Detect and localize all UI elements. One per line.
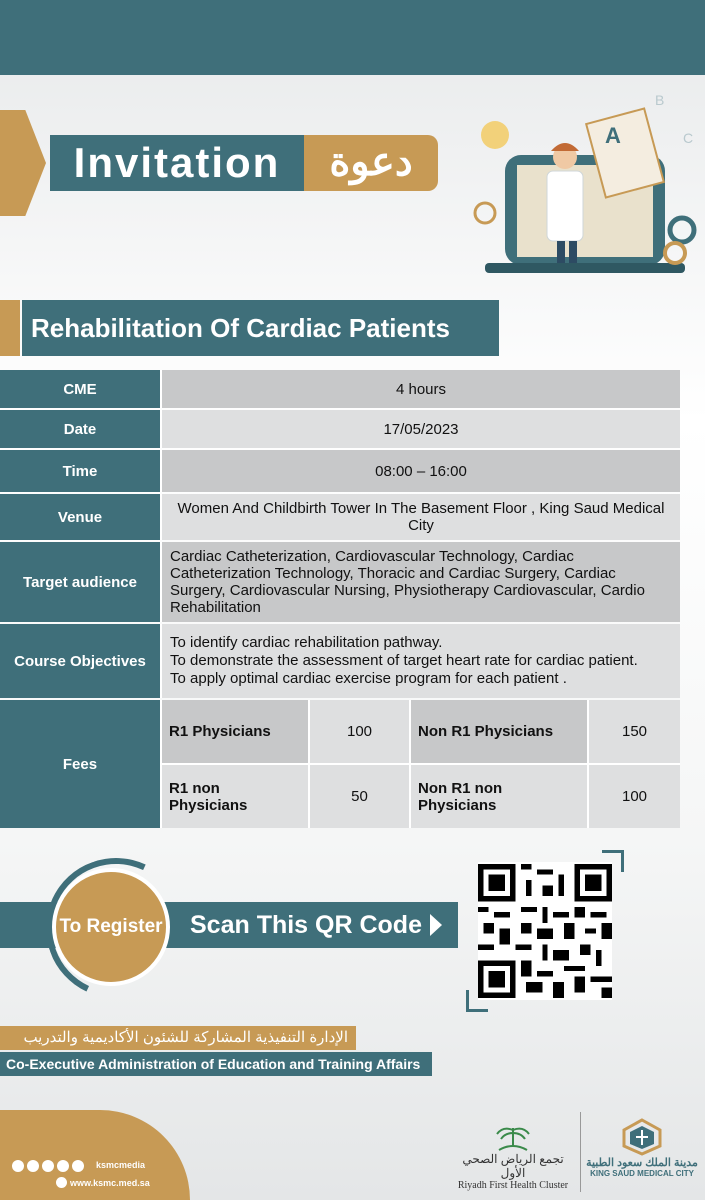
title-tab-decoration bbox=[0, 300, 20, 356]
time-row bbox=[0, 450, 680, 492]
qr-code-icon[interactable] bbox=[478, 862, 612, 1000]
rfhc-logo bbox=[450, 1122, 576, 1192]
play-arrow-icon bbox=[430, 914, 442, 936]
svg-text:A: A bbox=[605, 123, 621, 148]
rfhc-name-en: Riyadh First Health Cluster bbox=[457, 1180, 569, 1191]
register-circle: To Register bbox=[52, 868, 170, 986]
audience-label: Target audience bbox=[0, 542, 162, 622]
fee-amount: 150 bbox=[588, 700, 680, 764]
admin-name-ar: الإدارة التنفيذية المشاركة للشئون الأكاديمية والتدريب bbox=[0, 1026, 356, 1050]
cme-row bbox=[0, 370, 680, 408]
audience-value: Cardiac Catheterization, Cardiovascular Technology, Cardiac Catheterization Technology, Thoracic and Cardiac Surgery, Cardiac Surgery, Cardiovascular Nursing, Physiotherapy Cardiovascular, Cardio Rehabilitation bbox=[162, 542, 680, 622]
footer-divider bbox=[580, 1112, 581, 1192]
rfhc-name-ar: تجمع الرياض الصحي الأول bbox=[462, 1152, 564, 1180]
objectives-row bbox=[0, 624, 680, 698]
doctor-illustration bbox=[455, 85, 705, 285]
svg-text:C: C bbox=[683, 130, 694, 146]
fees-table-row bbox=[162, 764, 680, 828]
fees-table-row bbox=[162, 700, 680, 764]
objectives-label: Course Objectives bbox=[0, 624, 162, 698]
fee-category-label: Non R1 non Physicians bbox=[410, 764, 588, 828]
fee-amount: 100 bbox=[588, 764, 680, 828]
fees-label: Fees bbox=[0, 700, 162, 828]
ksmc-emblem-icon bbox=[620, 1118, 664, 1156]
date-row bbox=[0, 410, 680, 448]
website-link[interactable]: www.ksmc.med.sa bbox=[70, 1178, 150, 1188]
social-handle[interactable]: ksmcmedia bbox=[96, 1160, 146, 1170]
date-label: Date bbox=[0, 410, 162, 448]
instagram-icon[interactable] bbox=[57, 1160, 69, 1172]
course-title: Rehabilitation Of Cardiac Patients bbox=[22, 300, 499, 356]
fee-category-label: Non R1 Physicians bbox=[410, 700, 588, 764]
youtube-icon[interactable] bbox=[12, 1160, 24, 1172]
audience-row bbox=[0, 542, 680, 622]
palm-swords-icon bbox=[493, 1124, 533, 1152]
objective-item: To identify cardiac rehabilitation pathway. bbox=[170, 634, 443, 651]
objectives-list bbox=[162, 624, 680, 698]
time-value: 08:00 – 16:00 bbox=[162, 450, 680, 492]
header-arrow-decoration bbox=[0, 110, 46, 216]
fee-amount: 50 bbox=[309, 764, 410, 828]
scan-qr-label: Scan This QR Code bbox=[190, 911, 422, 939]
ksmc-logo bbox=[584, 1118, 700, 1194]
objective-item: To demonstrate the assessment of target heart rate for cardiac patient. bbox=[170, 652, 638, 669]
objective-item: To apply optimal cardiac exercise program for each patient . bbox=[170, 670, 567, 687]
course-details-table bbox=[0, 368, 680, 830]
fee-category-label: R1 non Physicians bbox=[162, 764, 309, 828]
ksmc-name-ar: مدينة الملك سعود الطبية bbox=[586, 1157, 698, 1169]
fees-cell bbox=[162, 700, 680, 828]
date-value: 17/05/2023 bbox=[162, 410, 680, 448]
fees-row bbox=[0, 700, 680, 828]
fees-table bbox=[162, 700, 680, 828]
fee-category-label: R1 Physicians bbox=[162, 700, 309, 764]
globe-icon bbox=[56, 1177, 67, 1188]
ksmc-name-en: KING SAUD MEDICAL CITY bbox=[590, 1169, 694, 1178]
qr-code-frame[interactable] bbox=[466, 850, 624, 1012]
social-icons bbox=[12, 1160, 84, 1172]
cme-value: 4 hours bbox=[162, 370, 680, 408]
svg-text:B: B bbox=[655, 92, 665, 108]
fee-amount: 100 bbox=[309, 700, 410, 764]
venue-row bbox=[0, 494, 680, 540]
facebook-icon[interactable] bbox=[27, 1160, 39, 1172]
top-banner bbox=[0, 0, 705, 75]
admin-name-en: Co-Executive Administration of Education and Training Affairs bbox=[0, 1052, 432, 1076]
twitter-icon[interactable] bbox=[42, 1160, 54, 1172]
snapchat-icon[interactable] bbox=[72, 1160, 84, 1172]
cme-label: CME bbox=[0, 370, 162, 408]
venue-value: Women And Childbirth Tower In The Basement Floor , King Saud Medical City bbox=[162, 494, 680, 540]
venue-label: Venue bbox=[0, 494, 162, 540]
invitation-title-en: Invitation bbox=[50, 135, 304, 191]
time-label: Time bbox=[0, 450, 162, 492]
invitation-title-ar: دعوة bbox=[304, 135, 438, 191]
